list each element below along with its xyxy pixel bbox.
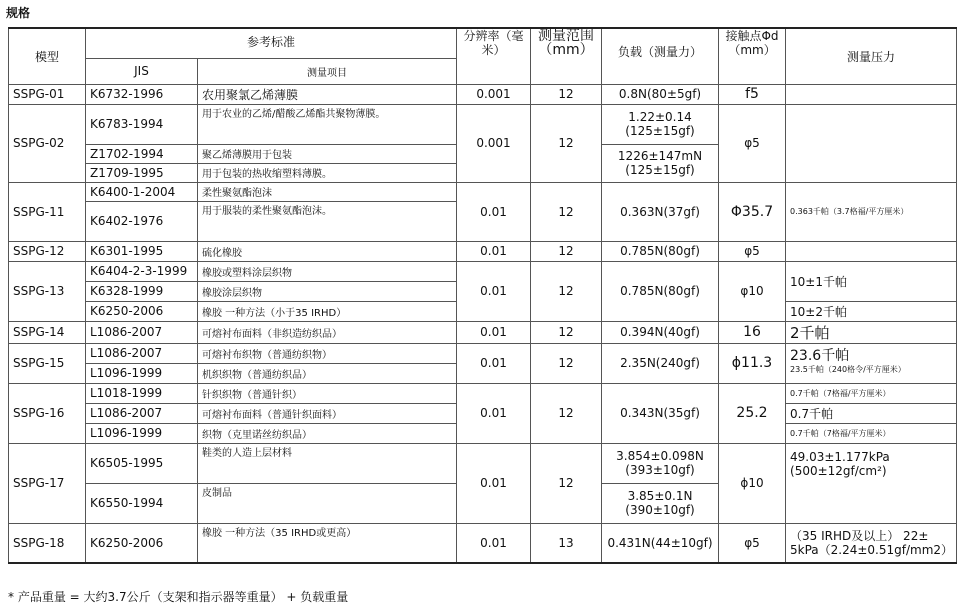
resolution-cell: 0.01: [457, 523, 531, 563]
pressure-cell: [786, 84, 957, 104]
jis-cell: K6328-1999: [86, 281, 198, 301]
item-cell: 皮制品: [198, 483, 457, 523]
model-cell: SSPG-15: [9, 343, 86, 383]
model-cell: SSPG-17: [9, 443, 86, 523]
pressure-cell: 49.03±1.177kPa (500±12gf/cm²): [786, 443, 957, 523]
header-pressure: 测量压力: [786, 28, 957, 84]
pressure-cell: 2千帕: [786, 321, 957, 343]
jis-cell: K6505-1995: [86, 443, 198, 483]
pressure-cell: 10±2千帕: [786, 301, 957, 321]
header-load: 负载（测量力）: [602, 28, 719, 84]
jis-cell: L1018-1999: [86, 383, 198, 403]
item-cell: 可熔衬布织物（普通纺织物）: [198, 343, 457, 363]
load-cell: 1226±147mN (125±15gf): [602, 144, 719, 182]
jis-cell: K6783-1994: [86, 104, 198, 144]
pressure-cell: [786, 104, 957, 182]
contact-cell: Φ35.7: [719, 182, 786, 241]
table-row: [9, 261, 957, 281]
model-cell: SSPG-02: [9, 104, 86, 182]
item-cell: 鞋类的人造上层材料: [198, 443, 457, 483]
range-cell: 12: [531, 383, 602, 443]
resolution-cell: 0.01: [457, 182, 531, 241]
resolution-cell: 0.01: [457, 383, 531, 443]
jis-cell: K6732-1996: [86, 84, 198, 104]
range-cell: 12: [531, 443, 602, 523]
load-cell: 0.785N(80gf): [602, 261, 719, 321]
jis-cell: K6250-2006: [86, 301, 198, 321]
header-contact: 接触点Φd（mm）: [719, 28, 786, 84]
header-item: 测量项目: [198, 58, 457, 84]
item-cell: 橡胶涂层织物: [198, 281, 457, 301]
item-cell: 硫化橡胶: [198, 241, 457, 261]
jis-cell: K6550-1994: [86, 483, 198, 523]
model-cell: SSPG-16: [9, 383, 86, 443]
table-row: [9, 443, 957, 483]
spec-table: [8, 27, 957, 564]
range-cell: 12: [531, 321, 602, 343]
load-cell: 0.785N(80gf): [602, 241, 719, 261]
contact-cell: ϕ10: [719, 443, 786, 523]
jis-cell: Z1702-1994: [86, 144, 198, 163]
pressure-cell: [786, 241, 957, 261]
item-cell: 用于包装的热收缩塑料薄膜。: [198, 163, 457, 182]
jis-cell: L1096-1999: [86, 423, 198, 443]
contact-cell: φ5: [719, 523, 786, 563]
jis-cell: L1096-1999: [86, 363, 198, 383]
jis-cell: K6301-1995: [86, 241, 198, 261]
jis-cell: L1086-2007: [86, 321, 198, 343]
pressure-cell: 0.7千帕（7格福/平方厘米）: [786, 383, 957, 403]
model-cell: SSPG-12: [9, 241, 86, 261]
range-cell: 12: [531, 182, 602, 241]
jis-cell: K6404-2-3-1999: [86, 261, 198, 281]
range-cell: 13: [531, 523, 602, 563]
header-ref: 参考标准: [86, 28, 457, 58]
table-row: [9, 523, 957, 563]
item-cell: 聚乙烯薄膜用于包装: [198, 144, 457, 163]
item-cell: 用于服装的柔性聚氨酯泡沫。: [198, 201, 457, 241]
item-cell: 机织织物（普通纺织品）: [198, 363, 457, 383]
pressure-cell: 0.363千帕（3.7格福/平方厘米）: [786, 182, 957, 241]
load-cell: 0.343N(35gf): [602, 383, 719, 443]
item-cell: 橡胶 一种方法（小于35 IRHD）: [198, 301, 457, 321]
model-cell: SSPG-13: [9, 261, 86, 321]
header-range: 测量范围（mm）: [531, 28, 602, 84]
contact-cell: ϕ11.3: [719, 343, 786, 383]
load-cell: 0.394N(40gf): [602, 321, 719, 343]
resolution-cell: 0.01: [457, 443, 531, 523]
item-cell: 织物（克里诺丝纺织品）: [198, 423, 457, 443]
resolution-cell: 0.01: [457, 241, 531, 261]
pressure-cell: 10±1千帕: [786, 261, 957, 301]
contact-cell: f5: [719, 84, 786, 104]
resolution-cell: 0.001: [457, 84, 531, 104]
range-cell: 12: [531, 84, 602, 104]
jis-cell: K6402-1976: [86, 201, 198, 241]
range-cell: 12: [531, 343, 602, 383]
item-cell: 柔性聚氨酯泡沫: [198, 182, 457, 201]
item-cell: 橡胶或塑料涂层织物: [198, 261, 457, 281]
pressure-cell: 0.7千帕（7格福/平方厘米）: [786, 423, 957, 443]
jis-cell: L1086-2007: [86, 343, 198, 363]
item-cell: 可熔衬布面料（普通针织面料）: [198, 403, 457, 423]
jis-cell: K6250-2006: [86, 523, 198, 563]
item-cell: 用于农业的乙烯/醋酸乙烯酯共聚物薄膜。: [198, 104, 457, 144]
table-row: [9, 383, 957, 403]
range-cell: 12: [531, 261, 602, 321]
resolution-cell: 0.01: [457, 321, 531, 343]
item-cell: 针织织物（普通针织）: [198, 383, 457, 403]
contact-cell: φ10: [719, 261, 786, 321]
model-cell: SSPG-01: [9, 84, 86, 104]
load-cell: 0.8N(80±5gf): [602, 84, 719, 104]
header-model: 模型: [9, 28, 86, 84]
table-row: [9, 182, 957, 201]
range-cell: 12: [531, 241, 602, 261]
model-cell: SSPG-14: [9, 321, 86, 343]
load-cell: 0.431N(44±10gf): [602, 523, 719, 563]
pressure-cell: 23.6千帕 23.5千帕（240格令/平方厘米）: [786, 343, 957, 383]
jis-cell: Z1709-1995: [86, 163, 198, 182]
load-cell: 2.35N(240gf): [602, 343, 719, 383]
resolution-cell: 0.01: [457, 343, 531, 383]
item-cell: 农用聚氯乙烯薄膜: [198, 84, 457, 104]
table-row: [9, 104, 957, 144]
contact-cell: φ5: [719, 104, 786, 182]
load-cell: 0.363N(37gf): [602, 182, 719, 241]
load-cell: 1.22±0.14 (125±15gf): [602, 104, 719, 144]
model-cell: SSPG-11: [9, 182, 86, 241]
load-cell: 3.85±0.1N (390±10gf): [602, 483, 719, 523]
table-row: [9, 343, 957, 363]
contact-cell: 25.2: [719, 383, 786, 443]
range-cell: 12: [531, 104, 602, 182]
model-cell: SSPG-18: [9, 523, 86, 563]
resolution-cell: 0.01: [457, 261, 531, 321]
page-title: 规格: [6, 6, 31, 20]
header-resolution: 分辨率（毫米）: [457, 28, 531, 84]
jis-cell: L1086-2007: [86, 403, 198, 423]
item-cell: 可熔衬布面料（非织造纺织品）: [198, 321, 457, 343]
table-row: [9, 241, 957, 261]
pressure-cell: （35 IRHD及以上） 22± 5kPa（2.24±0.51gf/mm2）: [786, 523, 957, 563]
pressure-cell: 0.7千帕: [786, 403, 957, 423]
item-cell: 橡胶 一种方法（35 IRHD或更高）: [198, 523, 457, 563]
jis-cell: K6400-1-2004: [86, 182, 198, 201]
table-row: [9, 321, 957, 343]
resolution-cell: 0.001: [457, 104, 531, 182]
table-row: [9, 84, 957, 104]
header-jis: JIS: [86, 58, 198, 84]
contact-cell: 16: [719, 321, 786, 343]
load-cell: 3.854±0.098N (393±10gf): [602, 443, 719, 483]
footnote: * 产品重量 = 大约3.7公斤（支架和指示器等重量） + 负载重量: [8, 590, 349, 604]
contact-cell: φ5: [719, 241, 786, 261]
